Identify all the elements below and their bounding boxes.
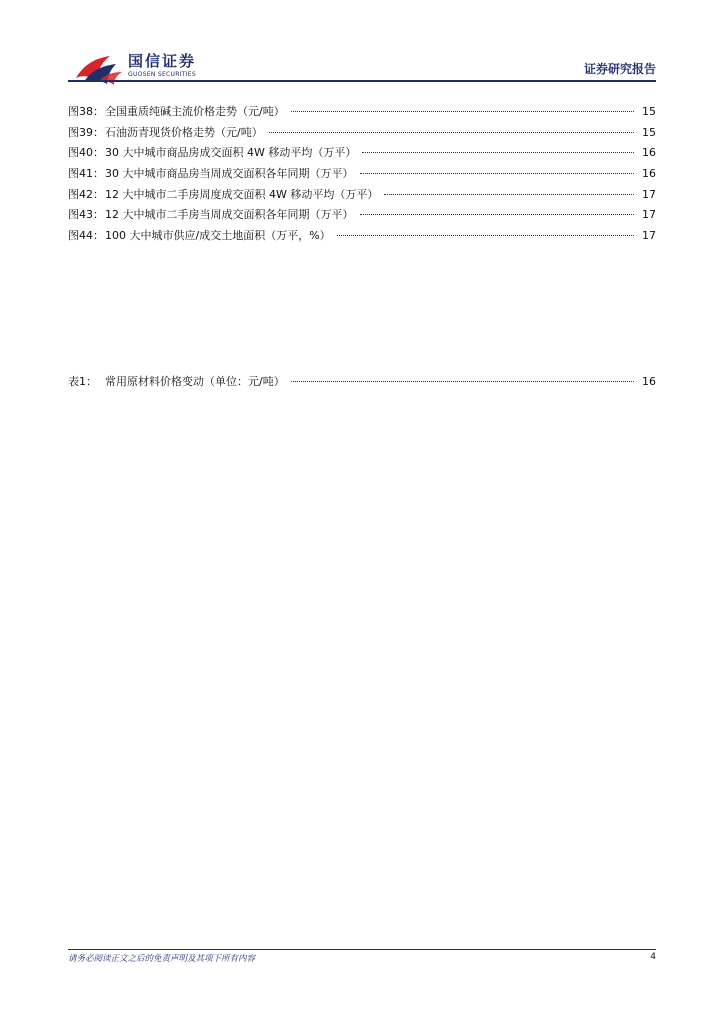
toc-entry-title: 常用原材料价格变动（单位：元/吨）	[105, 375, 285, 388]
page-header	[0, 0, 724, 90]
toc-leader-dots	[269, 132, 634, 133]
brand-name-en: GUOSEN SECURITIES	[128, 71, 197, 78]
toc-entry-title: 30 大中城市商品房当周成交面积各年同期（万平）	[105, 167, 354, 181]
toc-entry-label: 图38：	[68, 105, 104, 118]
toc-entry-label: 图40：	[68, 146, 104, 160]
toc-entry-title: 石油沥青现货价格走势（元/吨）	[105, 125, 263, 139]
toc-entry-label: 图44：	[68, 229, 104, 243]
toc-leader-dots	[291, 381, 634, 382]
toc-entry-page: 16	[642, 167, 656, 181]
toc-leader-dots	[291, 111, 634, 112]
brand-name-cn: 国信证券	[128, 52, 197, 70]
toc-entry-title: 12 大中城市二手房当周成交面积各年同期（万平）	[105, 208, 354, 222]
toc-leader-dots	[360, 214, 635, 215]
report-type-label: 证券研究报告	[583, 62, 656, 76]
toc-entry[interactable]	[68, 227, 656, 248]
toc-entry-title: 30 大中城市商品房成交面积 4W 移动平均（万平）	[105, 146, 357, 160]
toc-entry[interactable]	[68, 144, 656, 165]
toc-entry-title: 100 大中城市供应/成交土地面积（万平，%）	[105, 229, 331, 243]
toc-entry-page: 15	[642, 105, 656, 118]
toc-entry-label: 表1：	[68, 375, 97, 388]
toc-entry-title: 12 大中城市二手房周度成交面积 4W 移动平均（万平）	[105, 187, 379, 201]
toc-entry-label: 图39：	[68, 125, 104, 139]
toc-leader-dots	[360, 173, 635, 174]
toc-entry-label: 图42：	[68, 187, 104, 201]
toc-entry-page: 16	[642, 375, 656, 388]
figure-list	[68, 103, 656, 248]
toc-entry-page: 15	[642, 125, 656, 139]
toc-entry-label: 图41：	[68, 167, 104, 181]
toc-entry[interactable]	[68, 373, 656, 394]
toc-leader-dots	[337, 235, 634, 236]
toc-entry-page: 17	[642, 187, 656, 201]
toc-entry[interactable]	[68, 165, 656, 186]
toc-entry-page: 17	[642, 208, 656, 222]
toc-leader-dots	[384, 194, 634, 195]
toc-entry-label: 图43：	[68, 208, 104, 222]
toc-entry[interactable]	[68, 103, 656, 124]
header-divider	[68, 80, 656, 82]
toc-leader-dots	[362, 152, 634, 153]
toc-entry[interactable]	[68, 206, 656, 227]
table-list	[68, 373, 656, 394]
toc-entry-title: 全国重质纯碱主流价格走势（元/吨）	[105, 105, 285, 118]
toc-entry-page: 16	[642, 146, 656, 160]
footer-disclaimer: 请务必阅读正文之后的免责声明及其项下所有内容	[68, 954, 256, 964]
page-number: 4	[650, 952, 656, 962]
toc-entry[interactable]	[68, 124, 656, 145]
toc-entry-page: 17	[642, 229, 656, 243]
toc-entry[interactable]	[68, 186, 656, 207]
footer-divider	[68, 949, 656, 950]
